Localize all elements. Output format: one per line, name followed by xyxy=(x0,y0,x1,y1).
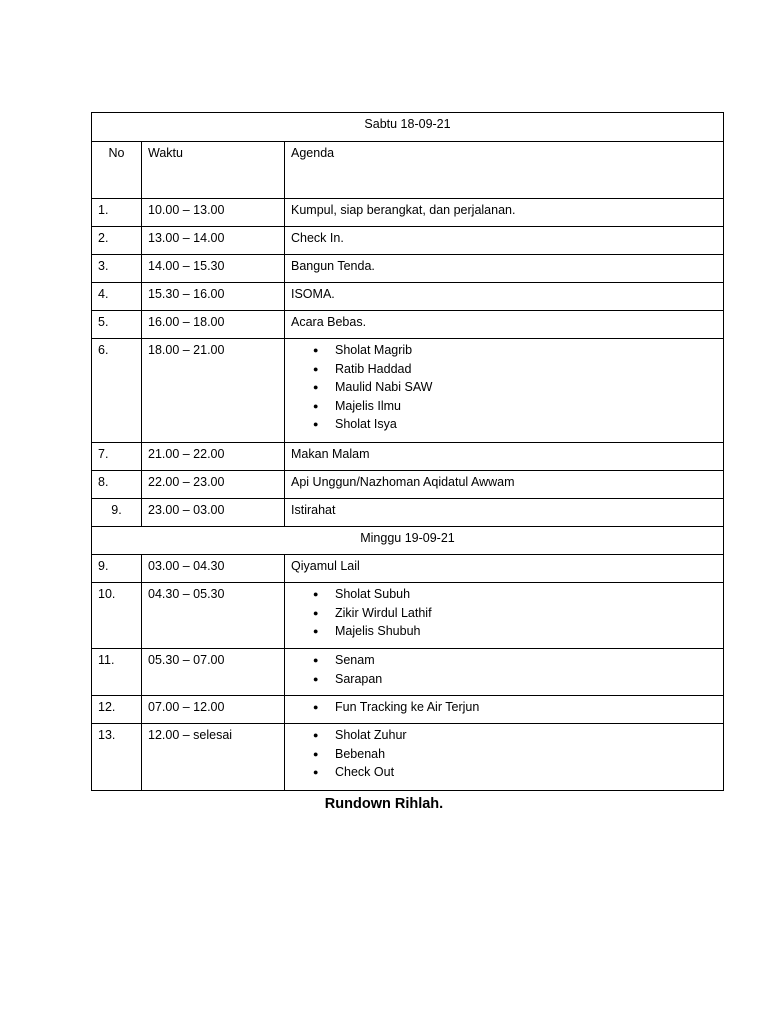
table-row xyxy=(92,283,724,311)
list-item: ● Fun Tracking ke Air Terjun xyxy=(291,698,717,717)
table-row xyxy=(92,724,724,791)
table-row xyxy=(92,339,724,443)
row-number: 6. xyxy=(92,339,142,443)
row-agenda xyxy=(285,649,724,696)
agenda-list xyxy=(291,726,717,782)
row-number: 9. xyxy=(92,555,142,583)
column-header-row xyxy=(92,142,724,199)
day-header-sunday: Minggu 19-09-21 xyxy=(92,527,724,555)
table-row xyxy=(92,227,724,255)
row-time: 22.00 – 23.00 xyxy=(142,471,285,499)
row-number: 7. xyxy=(92,443,142,471)
table-caption: Rundown Rihlah. xyxy=(324,796,444,812)
table-row xyxy=(92,583,724,649)
row-number: 4. xyxy=(92,283,142,311)
row-time: 16.00 – 18.00 xyxy=(142,311,285,339)
row-agenda xyxy=(285,696,724,724)
row-time: 21.00 – 22.00 xyxy=(142,443,285,471)
table-row xyxy=(92,649,724,696)
column-header-agenda: Agenda xyxy=(285,142,724,199)
list-item: ● Sholat Subuh xyxy=(291,585,717,604)
row-agenda: Acara Bebas. xyxy=(285,311,724,339)
row-time: 05.30 – 07.00 xyxy=(142,649,285,696)
row-time: 12.00 – selesai xyxy=(142,724,285,791)
list-item: ● Majelis Ilmu xyxy=(291,397,717,416)
row-time: 13.00 – 14.00 xyxy=(142,227,285,255)
row-number: 10. xyxy=(92,583,142,649)
row-time: 15.30 – 16.00 xyxy=(142,283,285,311)
table-row xyxy=(92,311,724,339)
list-item: ● Zikir Wirdul Lathif xyxy=(291,604,717,623)
row-number: 3. xyxy=(92,255,142,283)
list-item: ● Senam xyxy=(291,651,717,670)
list-item: ● Sholat Isya xyxy=(291,415,717,434)
column-header-waktu: Waktu xyxy=(142,142,285,199)
row-agenda: Istirahat xyxy=(285,499,724,527)
agenda-list xyxy=(291,341,717,434)
list-item: ● Majelis Shubuh xyxy=(291,622,717,641)
table-row xyxy=(92,255,724,283)
list-item: ● Check Out xyxy=(291,763,717,782)
row-agenda xyxy=(285,583,724,649)
row-time: 14.00 – 15.30 xyxy=(142,255,285,283)
day-header-row xyxy=(92,527,724,555)
table-row xyxy=(92,696,724,724)
row-number: 8. xyxy=(92,471,142,499)
table-row xyxy=(92,471,724,499)
list-item: ● Maulid Nabi SAW xyxy=(291,378,717,397)
day-header-row xyxy=(92,113,724,142)
row-number: 1. xyxy=(92,199,142,227)
rundown-table xyxy=(91,112,724,791)
column-header-no: No xyxy=(92,142,142,199)
day-header-saturday: Sabtu 18-09-21 xyxy=(92,113,724,142)
agenda-list xyxy=(291,585,717,641)
row-time: 10.00 – 13.00 xyxy=(142,199,285,227)
list-item: ● Bebenah xyxy=(291,745,717,764)
list-item: ● Sholat Magrib xyxy=(291,341,717,360)
row-agenda: Qiyamul Lail xyxy=(285,555,724,583)
row-number: 13. xyxy=(92,724,142,791)
row-agenda: ISOMA. xyxy=(285,283,724,311)
row-time: 18.00 – 21.00 xyxy=(142,339,285,443)
list-item: ● Sarapan xyxy=(291,670,717,689)
table-row xyxy=(92,443,724,471)
row-agenda: Bangun Tenda. xyxy=(285,255,724,283)
row-time: 07.00 – 12.00 xyxy=(142,696,285,724)
row-time: 03.00 – 04.30 xyxy=(142,555,285,583)
table-row xyxy=(92,499,724,527)
row-agenda: Api Unggun/Nazhoman Aqidatul Awwam xyxy=(285,471,724,499)
row-time: 23.00 – 03.00 xyxy=(142,499,285,527)
list-item: ● Sholat Zuhur xyxy=(291,726,717,745)
row-agenda xyxy=(285,339,724,443)
row-time: 04.30 – 05.30 xyxy=(142,583,285,649)
row-agenda xyxy=(285,724,724,791)
row-agenda: Check In. xyxy=(285,227,724,255)
row-agenda: Makan Malam xyxy=(285,443,724,471)
row-number: 9. xyxy=(92,499,142,527)
agenda-list xyxy=(291,651,717,688)
row-number: 5. xyxy=(92,311,142,339)
table-row xyxy=(92,199,724,227)
table-row xyxy=(92,555,724,583)
row-agenda: Kumpul, siap berangkat, dan perjalanan. xyxy=(285,199,724,227)
row-number: 2. xyxy=(92,227,142,255)
row-number: 12. xyxy=(92,696,142,724)
agenda-list xyxy=(291,698,717,717)
list-item: ● Ratib Haddad xyxy=(291,360,717,379)
row-number: 11. xyxy=(92,649,142,696)
